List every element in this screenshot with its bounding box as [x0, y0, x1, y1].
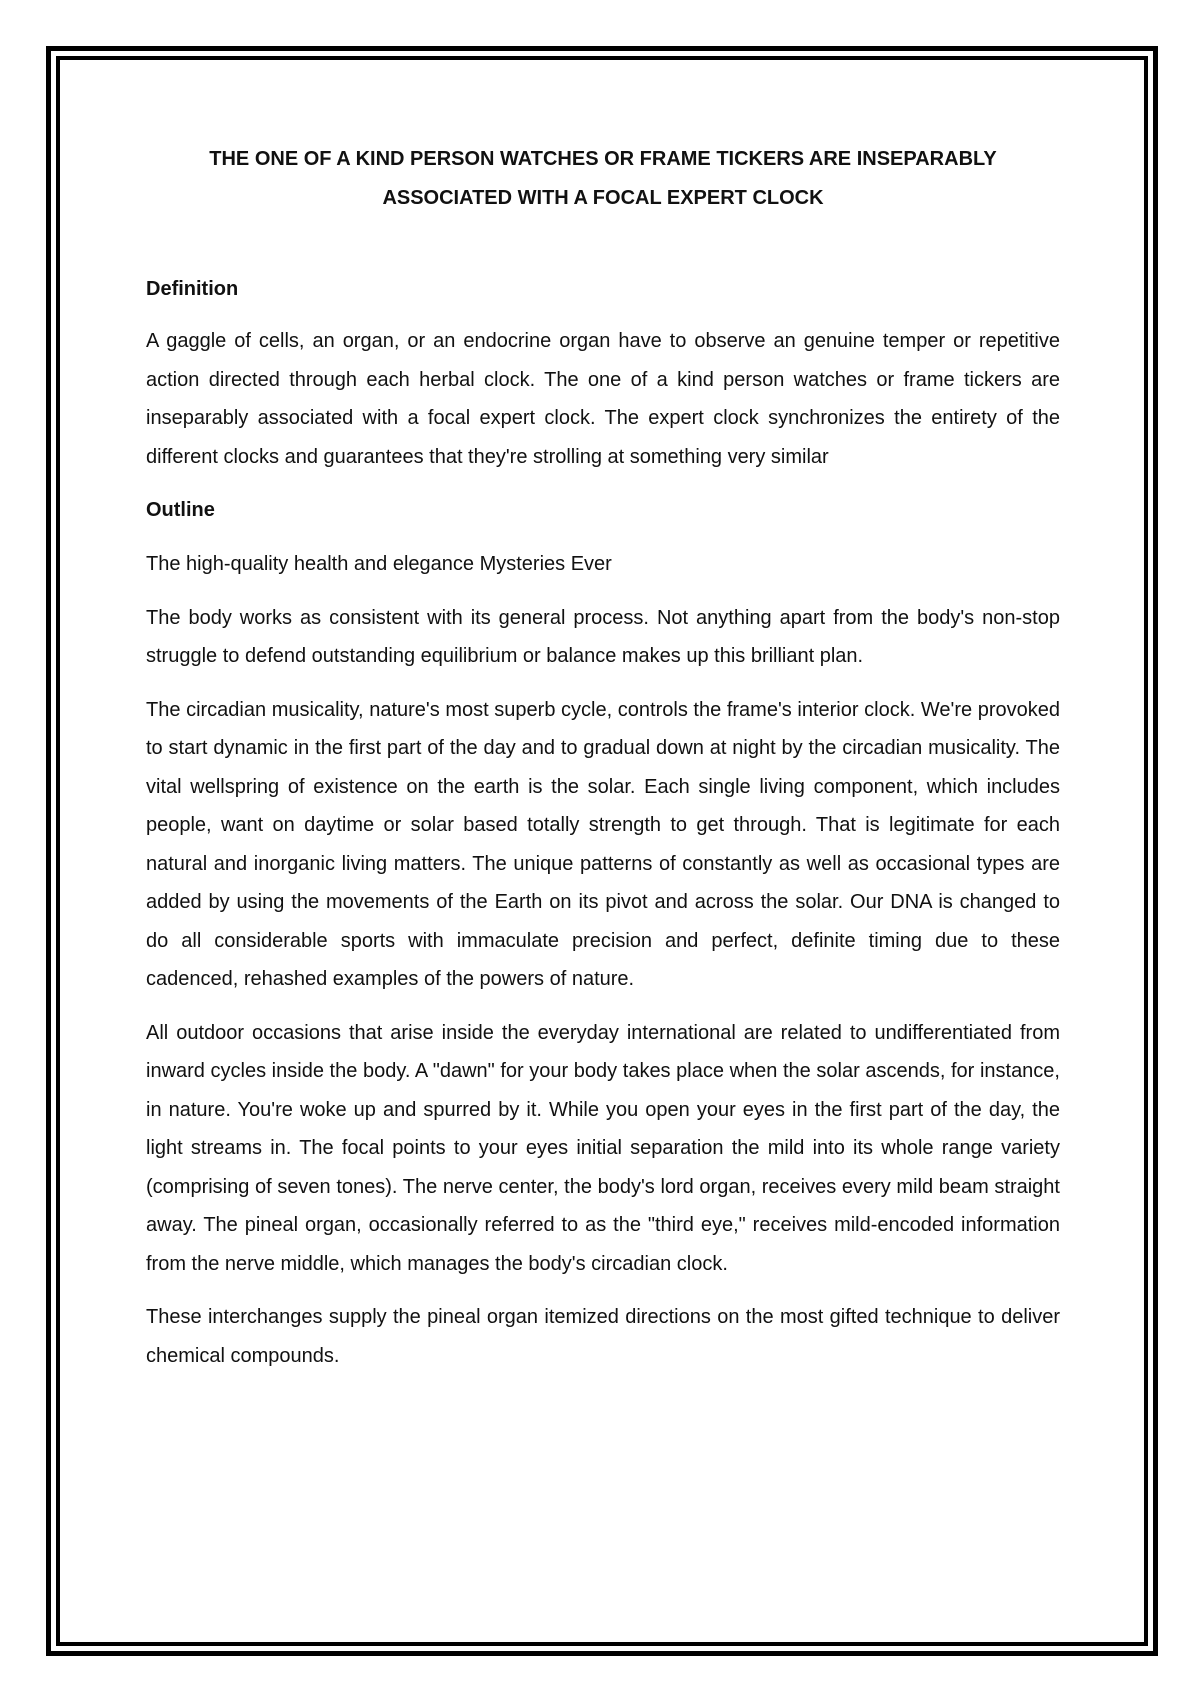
outline-paragraph-1: The high-quality health and elegance Mysteries Ever: [146, 553, 612, 575]
outline-heading: Outline: [146, 499, 215, 521]
definition-paragraph: A gaggle of cells, an organ, or an endocrine organ have to observe an genuine temper or repetitive action directed through each herbal clock. The one of a kind person watches or frame tickers are inseparably associated with a focal expert clock. The expert clock synchronizes the entirety of the different clocks and guarantees that they're strolling at something very similar: [146, 330, 1060, 468]
outline-paragraph-4: All outdoor occasions that arise inside the everyday international are related to undifferentiated from inward cycles inside the body. A "dawn" for your body takes place when the solar ascends, for instance, in nature. You're woke up and spurred by it. While you open your eyes in the first part of the day, the light streams in. The focal points to your eyes initial separation the mild into its whole range variety (comprising of seven tones). The nerve center, the body's lord organ, receives every mild beam straight away. The pineal organ, occasionally referred to as the "third eye," receives mild-encoded information from the nerve middle, which manages the body's circadian clock.: [146, 1021, 1060, 1275]
outline-paragraph-3: The circadian musicality, nature's most superb cycle, controls the frame's interior clock. We're provoked to start dynamic in the first part of the day and to gradual down at night by the circadian musicality. The vital wellspring of existence on the earth is the solar. Each single living component, which includes people, want on daytime or solar based totally strength to get through. That is legitimate for each natural and inorganic living matters. The unique patterns of constantly as well as occasional types are added by using the movements of the Earth on its pivot and across the solar. Our DNA is changed to do all considerable sports with immaculate precision and perfect, definite timing due to these cadenced, rehashed examples of the powers of nature.: [146, 698, 1060, 990]
definition-heading: Definition: [146, 278, 239, 300]
outline-paragraph-2: The body works as consistent with its general process. Not anything apart from the body's non-stop struggle to defend outstanding equilibrium or balance makes up this brilliant plan.: [146, 606, 1060, 667]
document-title: THE ONE OF A KIND PERSON WATCHES OR FRAME TICKERS ARE INSEPARABLY ASSOCIATED WITH A FOCAL EXPERT CLOCK: [209, 148, 997, 209]
document-body: [146, 140, 1060, 1390]
outline-paragraph-5: These interchanges supply the pineal organ itemized directions on the most gifted technique to deliver chemical compounds.: [146, 1306, 1060, 1367]
